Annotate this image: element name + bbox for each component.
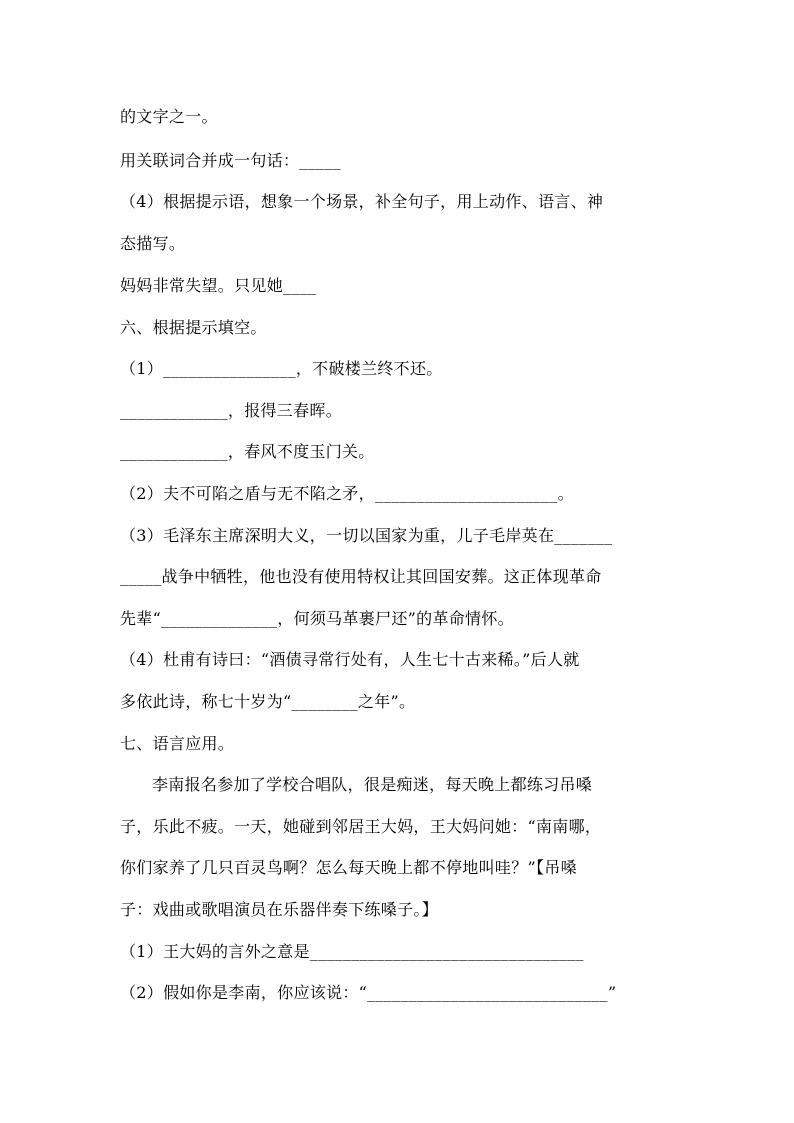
question-line: _____________，报得三春晖。 — [120, 401, 342, 420]
question-line: （1）________________，不破楼兰终不还。 — [120, 359, 443, 378]
question-line: _____________，春风不度玉门关。 — [120, 442, 375, 461]
text-line: 态描写。 — [120, 234, 186, 253]
question-line: （2）假如你是李南，你应该说：“_____________________________” — [120, 983, 617, 1002]
question-line: （1）王大妈的言外之意是_________________________________ — [120, 942, 584, 961]
paragraph-line: 子，乐此不疲。一天，她碰到邻居王大妈，王大妈问她：“南南哪， — [120, 817, 602, 836]
question-line: （4）根据提示语，想象一个场景，补全句子，用上动作、语言、神 — [120, 192, 604, 211]
paragraph-line: 子：戏曲或歌唱演员在乐器伴奏下练嗓子。】 — [120, 900, 439, 919]
paragraph-line: 你们家养了几只百灵鸟啊？怎么每天晚上都不停地叫哇？”【吊嗓 — [120, 858, 577, 877]
text-line: 用关联词合并成一句话：_____ — [120, 151, 341, 170]
text-line: 先辈“______________，何须马革裹尸还”的革命情怀。 — [120, 609, 514, 628]
text-line: _____战争中牺牲，他也没有使用特权让其回国安葬。这正体现革命 — [120, 567, 602, 586]
question-line: （3）毛泽东主席深明大义，一切以国家为重，儿子毛岸英在_______ — [120, 526, 613, 545]
section-heading: 七、语言应用。 — [120, 734, 235, 753]
paragraph-line: 李南报名参加了学校合唱队，很是痴迷，每天晚上都练习吊嗓 — [152, 775, 593, 794]
question-line: （4）杜甫有诗曰：“酒债寻常行处有，人生七十古来稀。”后人就 — [120, 650, 580, 669]
text-line: 多依此诗，称七十岁为“________之年”。 — [120, 692, 416, 711]
question-line: （2）夫不可陷之盾与无不陷之矛，______________________。 — [120, 484, 574, 503]
answer-line: 妈妈非常失望。只见她____ — [120, 276, 317, 295]
text-line: 的文字之一。 — [120, 107, 218, 126]
section-heading: 六、根据提示填空。 — [120, 318, 267, 337]
